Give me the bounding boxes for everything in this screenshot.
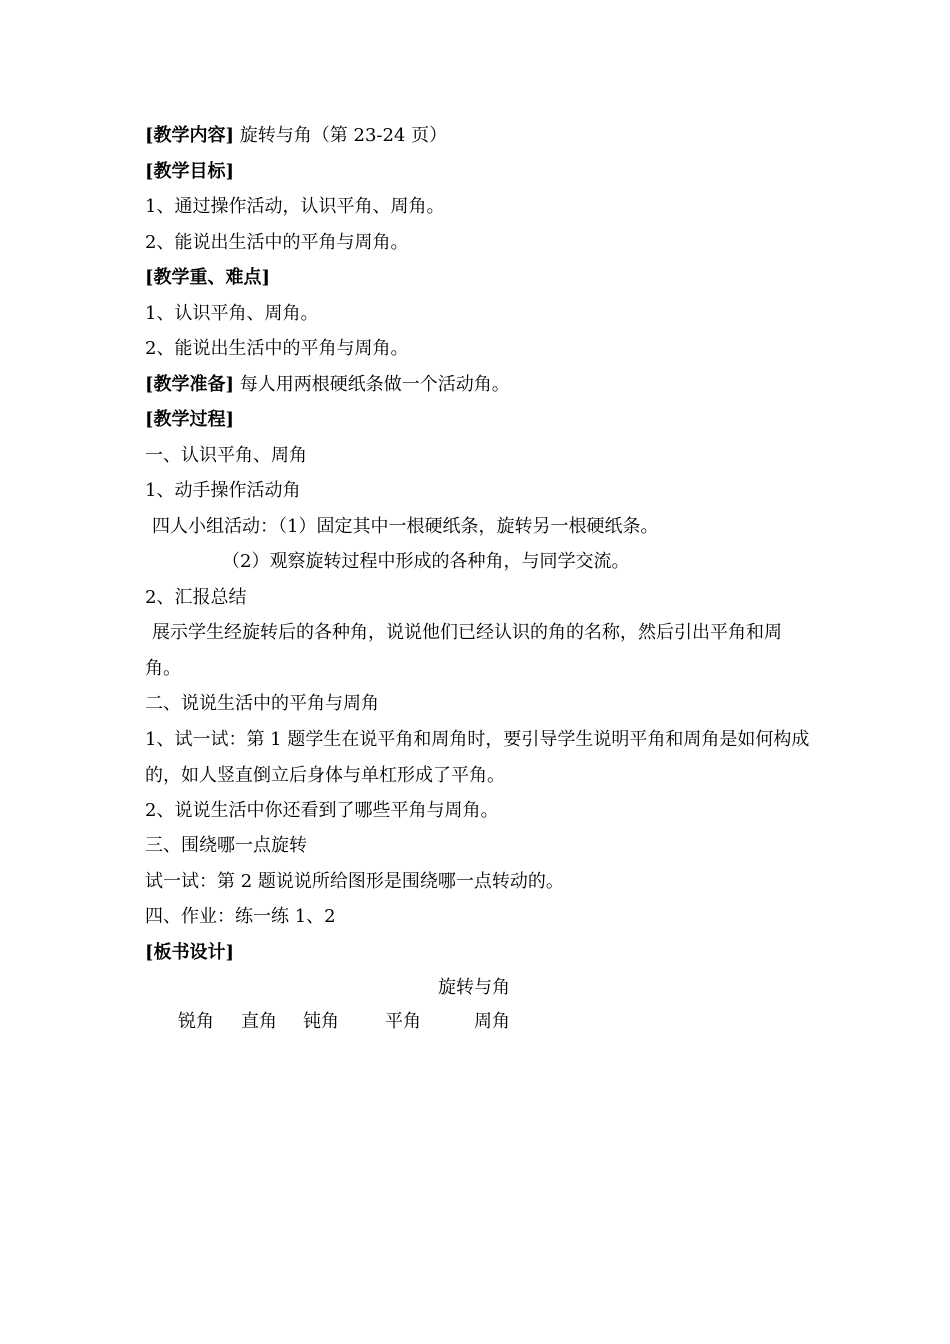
board-angle-acute: 锐角 — [178, 1011, 214, 1032]
part1-title: 一、认识平角、周角 — [145, 445, 307, 466]
key-points-heading: [教学重、难点] — [145, 267, 271, 288]
try3-line: 试一试：第 2 题说说所给图形是围绕哪一点转动的。 — [145, 871, 564, 892]
preparation-label: [教学准备] — [145, 374, 235, 395]
content-text: 旋转与角（第 23-24 页） — [239, 125, 448, 146]
group-activity-2: （2）观察旋转过程中形成的各种角，与同学交流。 — [222, 551, 630, 572]
content-label: [教学内容] — [145, 125, 235, 146]
board-heading: [板书设计] — [145, 942, 235, 963]
preparation-line — [145, 373, 510, 397]
part2-title: 二、说说生活中的平角与周角 — [145, 693, 379, 714]
goal-item-2: 2、能说出生活中的平角与周角。 — [145, 232, 409, 253]
board-angle-right: 直角 — [241, 1011, 277, 1032]
board-angle-obtuse: 钝角 — [303, 1011, 339, 1032]
key-point-item-1: 1、认识平角、周角。 — [145, 303, 319, 324]
preparation-text: 每人用两根硬纸条做一个活动角。 — [239, 374, 510, 395]
part3-title: 三、围绕哪一点旋转 — [145, 835, 307, 856]
step2-title: 2、汇报总结 — [145, 587, 247, 608]
step1-title: 1、动手操作活动角 — [145, 480, 301, 501]
content-line — [145, 124, 447, 148]
board-title: 旋转与角 — [438, 977, 510, 998]
try1-paragraph: 1、试一试：第 1 题学生在说平角和周角时，要引导学生说明平角和周角是如何构成的，如人竖直倒立后身体与单杠形成了平角。 — [145, 729, 810, 786]
goals-heading: [教学目标] — [145, 161, 235, 182]
goal-item-1: 1、通过操作活动，认识平角、周角。 — [145, 196, 445, 217]
try2-line: 2、说说生活中你还看到了哪些平角与周角。 — [145, 800, 499, 821]
board-angle-full: 周角 — [474, 1011, 510, 1032]
group-activity-1: 四人小组活动：（1）固定其中一根硬纸条，旋转另一根硬纸条。 — [152, 516, 659, 537]
part4-title: 四、作业：练一练 1、2 — [145, 906, 336, 927]
summary-paragraph: 展示学生经旋转后的各种角，说说他们已经认识的角的名称，然后引出平角和周角。 — [145, 622, 782, 679]
process-heading: [教学过程] — [145, 409, 235, 430]
key-point-item-2: 2、能说出生活中的平角与周角。 — [145, 338, 409, 359]
board-angle-straight: 平角 — [385, 1011, 421, 1032]
